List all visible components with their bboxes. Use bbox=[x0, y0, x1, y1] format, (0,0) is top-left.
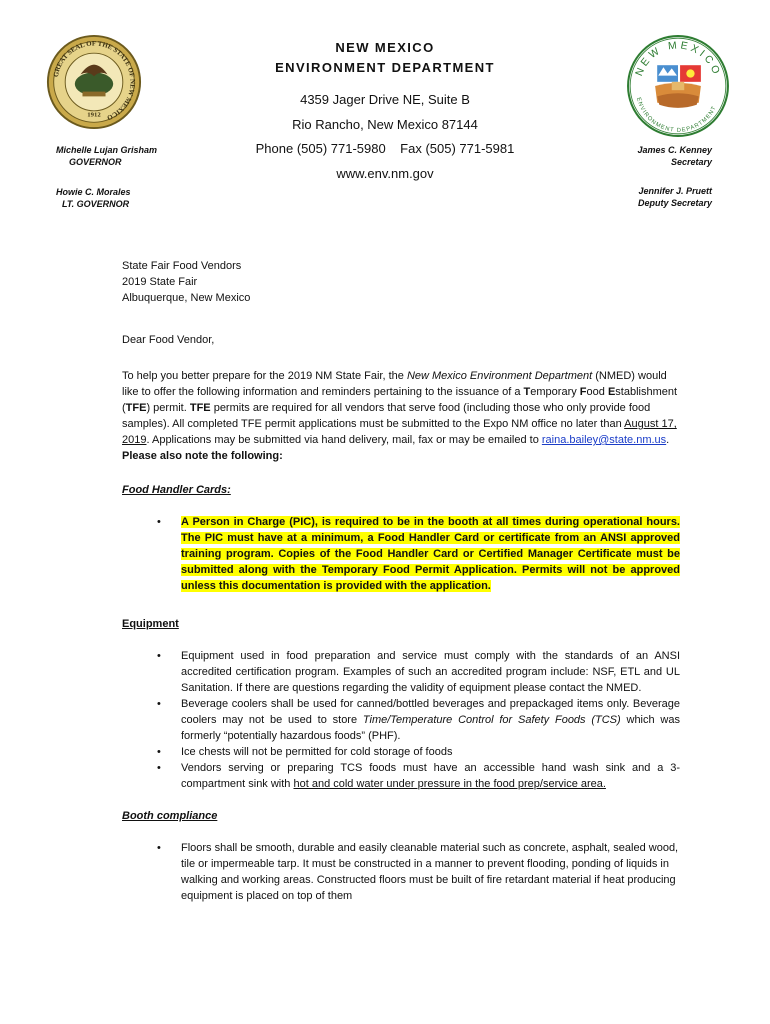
phone-fax: Phone (505) 771-5980 Fax (505) 771-5981 bbox=[255, 141, 515, 156]
recipient-line2: 2019 State Fair bbox=[122, 276, 198, 288]
new-mexico-environment-department-logo-icon bbox=[626, 34, 730, 138]
list-item: • Vendors serving or preparing TCS foods must have an accessible hand wash sink and a 3-compartment sink with hot and cold water under pressure in the food prep/service area. bbox=[181, 760, 680, 792]
letter-body bbox=[122, 258, 680, 904]
governor-block bbox=[56, 144, 157, 210]
recipient-line3: Albuquerque, New Mexico bbox=[122, 292, 251, 304]
salutation: Dear Food Vendor, bbox=[122, 334, 215, 346]
seal-text: GREAT SEAL OF THE STATE OF NEW MEXICO bbox=[52, 40, 136, 121]
equipment-heading: Equipment bbox=[122, 618, 179, 630]
seal-year: 1912 bbox=[87, 111, 101, 119]
logo-text-bottom: ENVIRONMENT DEPARTMENT bbox=[635, 96, 719, 134]
address-line2: Rio Rancho, New Mexico 87144 bbox=[292, 116, 478, 132]
website: www.env.nm.gov bbox=[336, 165, 434, 181]
secretary-name: James C. Kenney bbox=[637, 145, 712, 155]
list-item: • A Person in Charge (PIC), is required to be in the booth at all times during operational hours. The PIC must have at a minimum, a Food Handler Card or certificate from an ANSI approved training program. Copies of the Food Handler Card or Certified Manager Certificate must be submitted along with the Temporary Food Permit Application. Permits will not be approved unless this documentation is provided with the application. bbox=[181, 514, 680, 594]
equipment-list bbox=[122, 648, 680, 792]
letterhead-header bbox=[240, 38, 530, 186]
list-item: • Equipment used in food preparation and service must comply with the standards of an ANSI accredited certification program. Examples of such an accredited program include: NSF, ETL and UL Sanitation. If there are questions regarding the validity of equipment please contact the NMED. bbox=[181, 648, 680, 696]
note-text: Please also note the following: bbox=[122, 450, 283, 462]
lt-governor-name: Howie C. Morales bbox=[56, 187, 131, 197]
lt-governor-title: LT. GOVERNOR bbox=[62, 199, 130, 209]
food-handler-heading: Food Handler Cards: bbox=[122, 484, 231, 496]
booth-compliance-heading: Booth compliance bbox=[122, 810, 218, 822]
recipient-block bbox=[122, 258, 680, 306]
governor-title: GOVERNOR bbox=[69, 157, 122, 167]
secretary-block bbox=[632, 144, 712, 209]
booth-compliance-list bbox=[122, 840, 680, 904]
list-item: • Floors shall be smooth, durable and easily cleanable material such as concrete, asphalt, sealed wood, tile or impermeable tarp. It must be constructed in a manner to prevent flooding, ponding of liquids in walking and working areas. Constructed floors must be built of fire retardant material if heat producing equipment is placed on top of them bbox=[181, 840, 680, 904]
list-item: • Ice chests will not be permitted for cold storage of foods bbox=[181, 744, 680, 760]
deputy-title: Deputy Secretary bbox=[637, 198, 712, 208]
deadline-date: August 17, 2019 bbox=[122, 418, 677, 446]
secretary-title: Secretary bbox=[670, 157, 712, 167]
list-item: • Beverage coolers shall be used for canned/bottled beverages and prepackaged items only. Beverage coolers may not be used to store Time/Temperature Control for Safety Foods (TCS) which was formerly “potentially hazardous foods” (PHF). bbox=[181, 696, 680, 744]
intro-paragraph: To help you better prepare for the 2019 NM State Fair, the New Mexico Environment Department (NMED) would like to offer the following information and reminders pertaining to the issuance of a Temporary Food Establishment (TFE) permit. TFE permits are required for all vendors that serve food (including those who only provide food samples). All completed TFE permit applications must be submitted to the Expo NM office no later than August 17, 2019. Applications may be submitted via hand delivery, mail, fax or may be emailed to raina.bailey@state.nm.us. Please also note the following: bbox=[122, 370, 678, 462]
department-name-line1: NEW MEXICO bbox=[335, 40, 435, 55]
email-link[interactable]: raina.bailey@state.nm.us bbox=[541, 434, 667, 446]
department-name-line2: ENVIRONMENT DEPARTMENT bbox=[275, 60, 495, 75]
great-seal-state-of-new-mexico-icon bbox=[46, 34, 142, 130]
food-handler-list bbox=[122, 514, 680, 594]
deputy-name: Jennifer J. Pruett bbox=[638, 186, 712, 196]
recipient-line1: State Fair Food Vendors bbox=[122, 260, 242, 272]
address-line1: 4359 Jager Drive NE, Suite B bbox=[300, 92, 470, 107]
governor-name: Michelle Lujan Grisham bbox=[56, 145, 158, 155]
logo-text-top: NEW MEXICO bbox=[633, 40, 723, 79]
